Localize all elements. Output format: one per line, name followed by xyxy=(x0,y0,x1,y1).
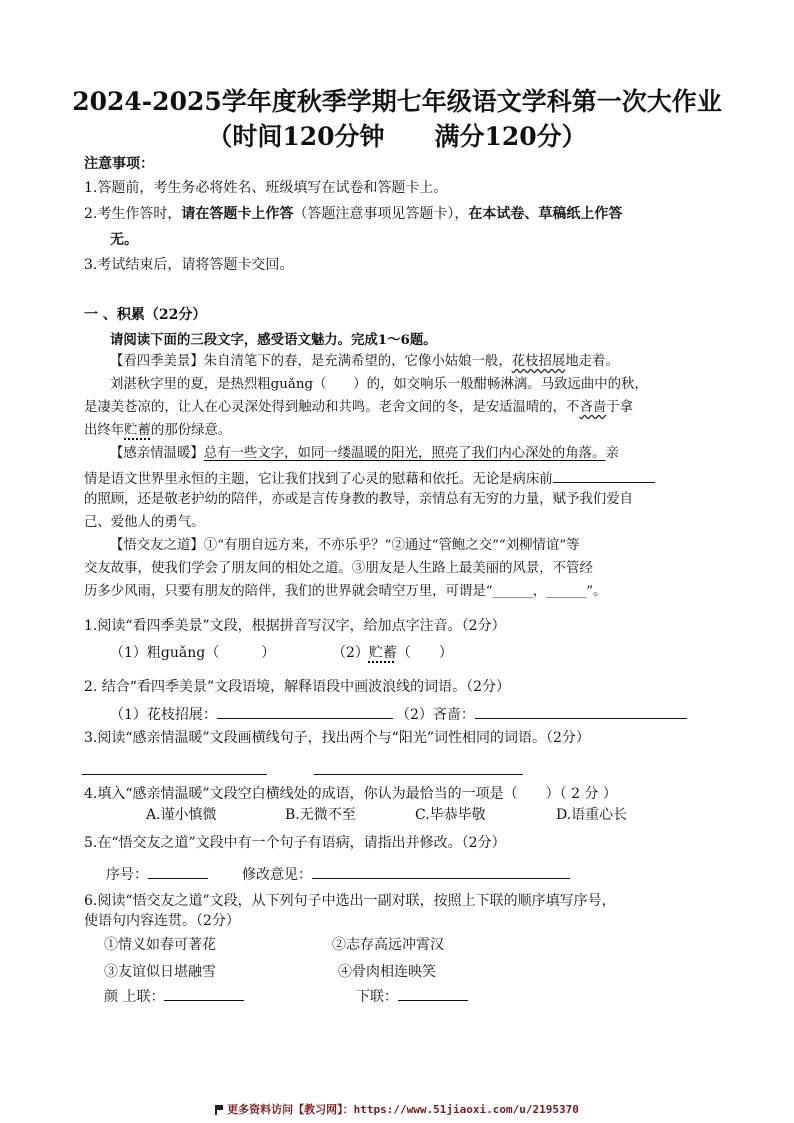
passage-text: 于拿 xyxy=(606,400,634,415)
note-3: 3.考试结束后，请将答题卡交回。 xyxy=(84,257,294,273)
question-2-part-b xyxy=(396,703,687,725)
question-2: 2. 结合“看四季美景”文段语境，解释语段中画波浪线的词语。（2分） xyxy=(84,679,511,695)
passage-text: 【看四季美景】朱自清笔下的春，是充满希望的，它像小姑娘一般， xyxy=(110,354,512,369)
passage-text: 【感亲情温暖】 xyxy=(110,446,204,461)
part-label: （1）花枝招展： xyxy=(110,707,217,723)
question-6-lower xyxy=(356,985,468,1007)
note-2-part-b: 请在答题卡上作答 xyxy=(181,206,294,222)
note-2-part-d: 在本试卷、草稿纸上作答 xyxy=(468,206,623,222)
dotted-word: 贮蓄 xyxy=(368,645,397,661)
dotted-word: 贮蓄 xyxy=(124,423,151,438)
passage-text: 的那份绿意。 xyxy=(150,423,232,438)
passage-seasons-line-4 xyxy=(84,421,231,441)
part-label: （2）吝啬： xyxy=(396,707,475,723)
answer-blank[interactable] xyxy=(217,703,393,719)
note-2-part-c: （答题注意事项见答题卡）， xyxy=(293,206,469,222)
flag-icon xyxy=(215,1105,223,1114)
section-intro: 请阅读下面的三段文字，感受语文魅力。完成1～6题。 xyxy=(110,332,437,348)
passage-family-line-4: 己、爱他人的勇气。 xyxy=(84,515,205,530)
passage-text: 是凄美苍凉的，让人在心灵深处得到触动和共鸣。老舍文间的冬，是安适温晴的，不 xyxy=(84,400,580,415)
answer-line[interactable] xyxy=(314,774,523,775)
part-label: 修改意见： xyxy=(242,867,312,883)
answer-blank[interactable] xyxy=(148,863,208,879)
passage-family-line-3: 的照顾，还是敬老护幼的陪伴，亦或是言传身教的教导，亲情总有无穷的力量，赋予我们爱自 xyxy=(84,492,634,507)
question-5-seq xyxy=(106,863,208,885)
option-4-tail: 颜 xyxy=(104,989,118,1005)
page-subtitle: （时间120分钟 满分120分） xyxy=(207,122,587,151)
passage-seasons-line-1 xyxy=(110,352,619,372)
question-6-upper xyxy=(104,985,244,1007)
answer-blank[interactable] xyxy=(164,985,244,1001)
question-6-option-4: ④骨肉相连映笑 xyxy=(338,964,436,980)
passage-text: 亲 xyxy=(605,446,619,461)
note-2-continued: 无。 xyxy=(110,232,138,248)
passage-family-line-1 xyxy=(110,444,619,464)
part-label: 上联： xyxy=(122,989,165,1005)
section-heading: 一 、积累（22分） xyxy=(84,307,207,323)
answer-blank[interactable] xyxy=(312,863,570,879)
note-1: 1.答题前，考生务必将姓名、班级填写在试卷和答题卡上。 xyxy=(84,180,448,196)
answer-blank[interactable] xyxy=(398,985,468,1001)
note-2 xyxy=(84,204,622,224)
passage-friends-line-3: 历多少风雨，只要有朋友的陪伴，我们的世界就会晴空万里，可谓是“______，______”。 xyxy=(84,584,607,599)
answer-blank[interactable] xyxy=(475,703,687,719)
footer-link[interactable] xyxy=(0,1101,794,1117)
passage-seasons-line-2: 刘湛秋字里的夏，是热烈粗guǎng（ ）的，如交响乐一般酣畅淋漓。马致远曲中的秋， xyxy=(110,377,648,392)
answer-bracket: （ ） xyxy=(396,645,453,661)
passage-text: 地走着。 xyxy=(565,354,619,369)
option-d[interactable]: D.语重心长 xyxy=(556,807,628,823)
passage-friends-line-2: 交友故事，使我们学会了朋友间的相处之道。③朋友是人生路上最美丽的风景，不管经 xyxy=(84,561,593,576)
question-6-option-3: ③友谊似日堪融雪 xyxy=(104,964,216,980)
question-5: 5.在“悟交友之道”文段中有一个句子有语病，请指出并修改。（2分） xyxy=(84,835,506,851)
note-2-part-a: 2.考生作答时， xyxy=(84,206,182,222)
underlined-sentence: 总有一些文字，如同一缕温暖的阳光，照亮了我们内心深处的角落。 xyxy=(203,446,606,461)
question-6-option-1: ①情义如春可著花 xyxy=(104,937,216,953)
passage-text: 出终年 xyxy=(84,423,125,438)
wavy-underlined-word: 吝啬 xyxy=(579,400,607,415)
page-title: 2024-2025学年度秋季学期七年级语文学科第一次大作业 xyxy=(72,87,722,116)
part-label: （2） xyxy=(332,645,369,661)
option-a[interactable]: A.谨小慎微 xyxy=(146,807,217,823)
footer-text[interactable]: 更多资料访问【教习网】：https://www.51jiaoxi.com/u/2195370 xyxy=(227,1103,579,1116)
wavy-underlined-word: 花枝招展 xyxy=(511,354,566,369)
part-label: 序号： xyxy=(106,867,148,883)
answer-blank[interactable] xyxy=(553,467,655,483)
question-4: 4.填入“感亲情温暖”文段空白横线处的成语，你认为最恰当的一项是（ ）（ 2 分 ） xyxy=(84,786,617,802)
passage-family-line-2 xyxy=(84,467,655,490)
passage-seasons-line-3 xyxy=(84,398,633,418)
question-3: 3.阅读“感亲情温暖”文段画横线句子，找出两个与“阳光”词性相同的词语。（2分） xyxy=(84,730,590,746)
part-label: 下联： xyxy=(356,989,398,1005)
question-1-part-a[interactable]: （1）粗guǎng（ ） xyxy=(110,645,276,661)
passage-text: 情是语文世界里永恒的主题，它让我们找到了心灵的慰藉和依托。无论是病床前 xyxy=(84,472,553,487)
notes-heading: 注意事项： xyxy=(84,156,154,172)
question-2-part-a xyxy=(110,703,393,725)
passage-friends-line-1: 【悟交友之道】①“有朋自远方来，不亦乐乎？”②通过“管鲍之交”“刘柳情谊”等 xyxy=(110,538,580,553)
answer-line[interactable] xyxy=(82,774,267,775)
question-1: 1.阅读“看四季美景”文段，根据拼音写汉字，给加点字注音。（2分） xyxy=(84,618,506,634)
question-1-part-b[interactable] xyxy=(332,643,453,663)
question-6-line-1: 6.阅读“悟交友之道”文段，从下列句子中选出一副对联，按照上下联的顺序填写序号， xyxy=(84,893,616,909)
option-b[interactable]: B.无微不至 xyxy=(285,807,356,823)
option-c[interactable]: C.毕恭毕敬 xyxy=(415,807,486,823)
question-6-line-2: 使语句内容连贯。（2分） xyxy=(84,913,240,929)
question-6-option-2: ②志存高远冲霄汉 xyxy=(332,937,444,953)
question-5-fix xyxy=(242,863,570,885)
